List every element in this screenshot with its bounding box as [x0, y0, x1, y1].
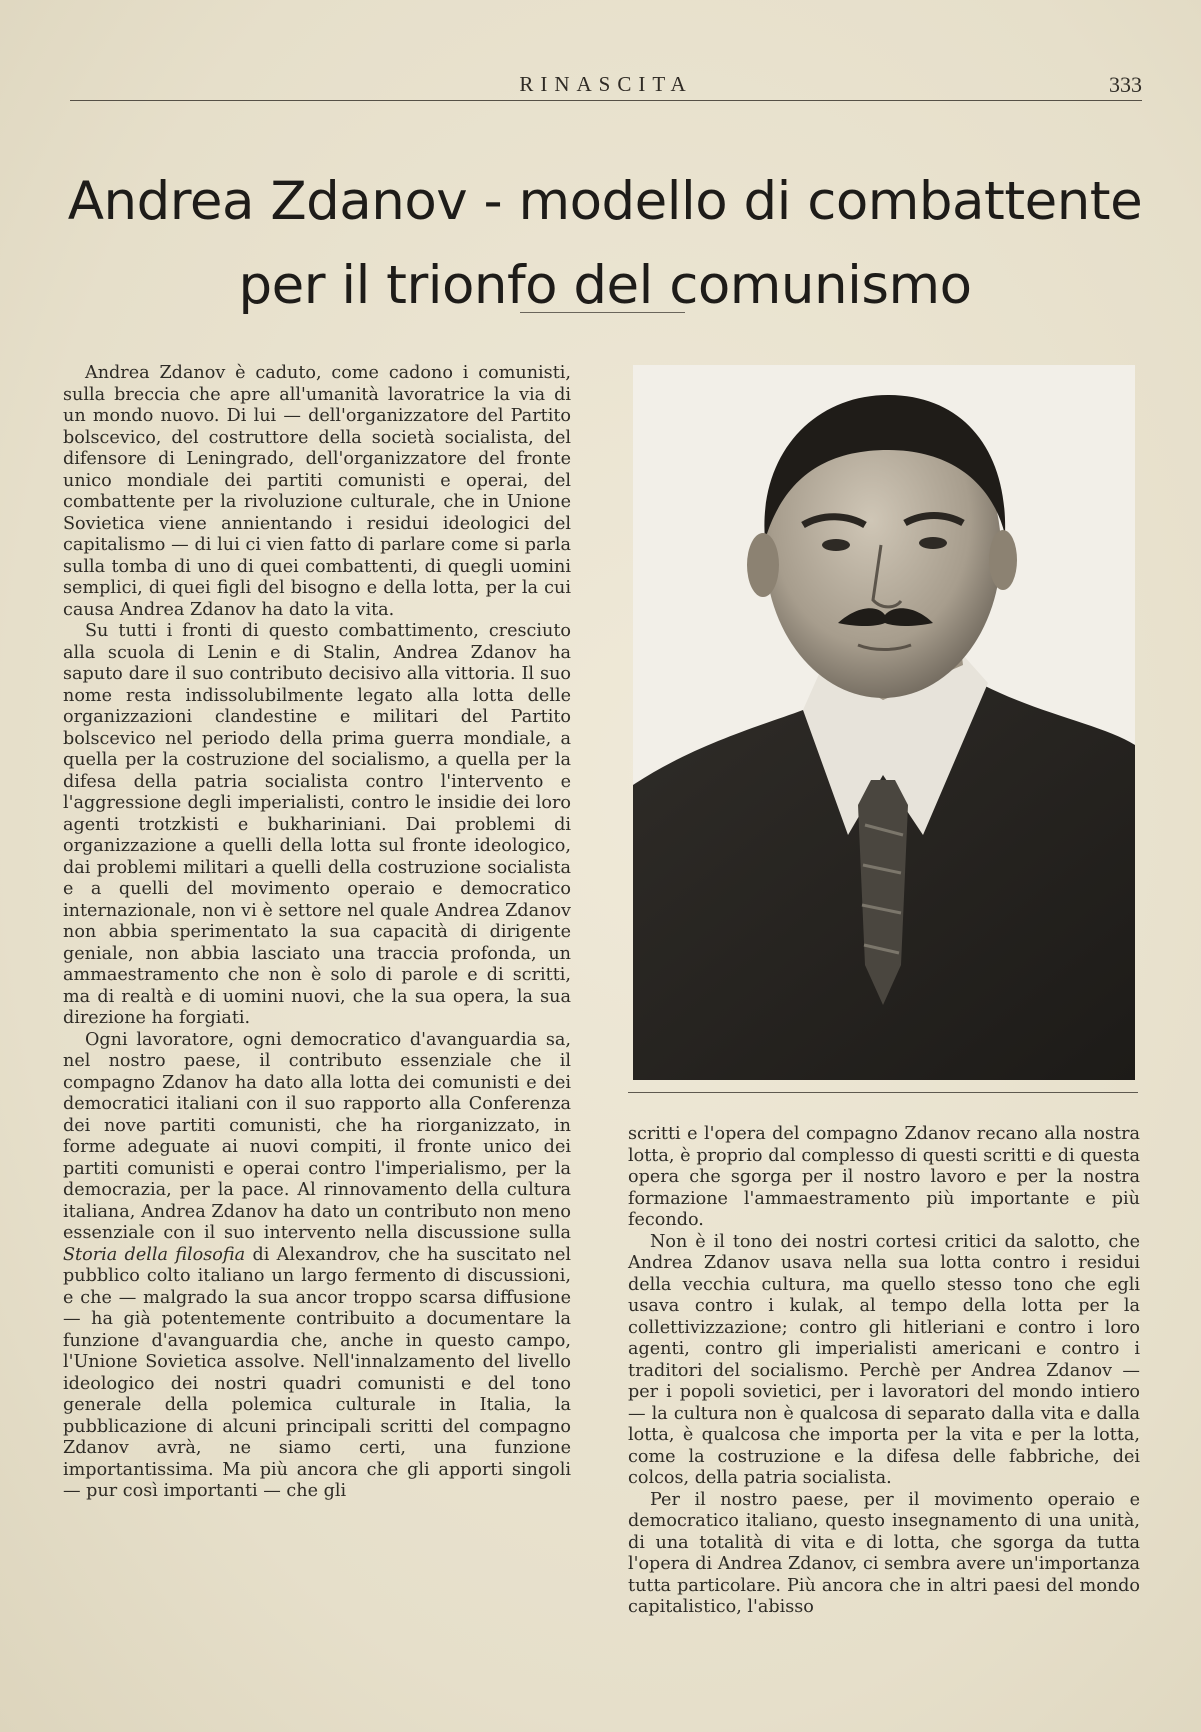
article-headline — [40, 160, 1170, 328]
paragraph — [63, 1030, 571, 1503]
book-title: Storia della filosofia — [63, 1244, 246, 1265]
headline-line-1: Andrea Zdanov - modello di combattente — [67, 171, 1143, 232]
portrait-photo — [633, 365, 1135, 1080]
title-divider — [520, 312, 685, 313]
paragraph: scritti e l'opera del compagno Zdanov recano alla nostra lotta, è proprio dal complesso di questi scritti e di questa opera che sgorga per il nostro lavoro e per la nostra formazione l'ammaestramento più importante e più fecondo. — [628, 1124, 1140, 1230]
journal-title: RINASCITA — [519, 72, 693, 96]
headline-line-2: per il trionfo del comunismo — [238, 255, 972, 316]
paragraph-text: di Alexandrov, che ha suscitato nel pubblico colto italiano un largo fermento di discussioni, e che — malgrado la sua ancor troppo scarsa diffusione — ha già potentemente contribuito a documentare la funzione d'avanguardia che, anche in questo campo, l'Unione Sovietica assolve. Nell'innalzamento del livello ideologico dei nostri quadri comunisti e del tono generale della polemica culturale in Italia, la pubblicazione di alcuni principali scritti del compagno Zdanov avrà, ne siamo certi, una funzione importantissima. Ma più ancora che gli apporti singoli — pur così importanti — che gli — [63, 1244, 571, 1501]
right-text-column — [628, 1124, 1140, 1619]
paragraph: Per il nostro paese, per il movimento operaio e democratico italiano, questo insegnamento di una unità, di una totalità di vita e di lotta, che sgorga da tutta l'opera di Andrea Zdanov, ci sembra avere un'importanza tutta particolare. Più ancora che in altri paesi del mondo capitalistico, l'abisso — [628, 1489, 1140, 1617]
page-number: 333 — [1109, 72, 1142, 97]
running-head — [70, 70, 1142, 101]
paragraph: Su tutti i fronti di questo combattimento, cresciuto alla scuola di Lenin e di Stalin, Andrea Zdanov ha saputo dare il suo contributo decisivo alla vittoria. Il suo nome resta indissolubilmente legato alla lotta delle organizzazioni clandestine e militari del Partito bolscevico nel periodo della prima guerra mondiale, a quella per la costruzione del socialismo, a quella per la difesa della patria socialista contro l'intervento e l'aggressione degli imperialisti, contro le insidie dei loro agenti trotzkisti e bukhariniani. Dai problemi di organizzazione a quelli della lotta sul fronte ideologico, dai problemi militari a quelli della costruzione socialista e a quelli del movimento operaio e democratico internazionale, non vi è settore nel quale Andrea Zdanov non abbia sperimentato la sua capacità di dirigente geniale, non abbia lasciato una traccia profonda, un ammaestramento che non è solo di parole e di scritti, ma di realtà e di uomini nuovi, che la sua opera, la sua direzione ha forgiati. — [63, 621, 571, 1028]
left-text-column — [63, 363, 571, 1503]
paragraph: Andrea Zdanov è caduto, come cadono i comunisti, sulla breccia che apre all'umanità lavoratrice la via di un mondo nuovo. Di lui — dell'organizzatore del Partito bolscevico, del costruttore della società socialista, del difensore di Leningrado, dell'organizzatore del fronte unico mondiale dei partiti comunisti e operai, del combattente per la rivoluzione culturale, che in Unione Sovietica viene annientando i residui ideologici del capitalismo — di lui ci vien fatto di parlare come si parla sulla tomba di uno di quei combattenti, di quegli uomini semplici, di quei figli del bisogno e della lotta, per la cui causa Andrea Zdanov ha dato la vita. — [63, 363, 571, 620]
paragraph-text: Ogni lavoratore, ogni democratico d'avanguardia sa, nel nostro paese, il contributo essenziale che il compagno Zdanov ha dato alla lotta dei comunisti e dei democratici italiani con il suo rapporto alla Conferenza dei nove partiti comunisti, che ha riorganizzato, in forme adeguate ai nuovi compiti, il fronte unico dei partiti comunisti e operai contro l'imperialismo, per la democrazia, per la pace. Al rinnovamento della cultura italiana, Andrea Zdanov ha dato un contributo non meno essenziale con il suo intervento nella discussione sulla — [63, 1029, 571, 1243]
paragraph: Non è il tono dei nostri cortesi critici da salotto, che Andrea Zdanov usava nella sua lotta contro i residui della vecchia cultura, ma quello stesso tono che egli usava contro i kulak, al tempo della lotta per la collettivizzazione; contro gli hitleriani e contro i loro agenti, contro gli imperialisti americani e contro i traditori del socialismo. Perchè per Andrea Zdanov — per i popoli sovietici, per i lavoratori del mondo intiero — la cultura non è qualcosa di separato dalla vita e dalla lotta, è qualcosa che importa per la vita e per la lotta, come la costruzione e la difesa delle fabbriche, dei colcos, della patria socialista. — [628, 1231, 1140, 1488]
photo-divider — [628, 1092, 1138, 1093]
